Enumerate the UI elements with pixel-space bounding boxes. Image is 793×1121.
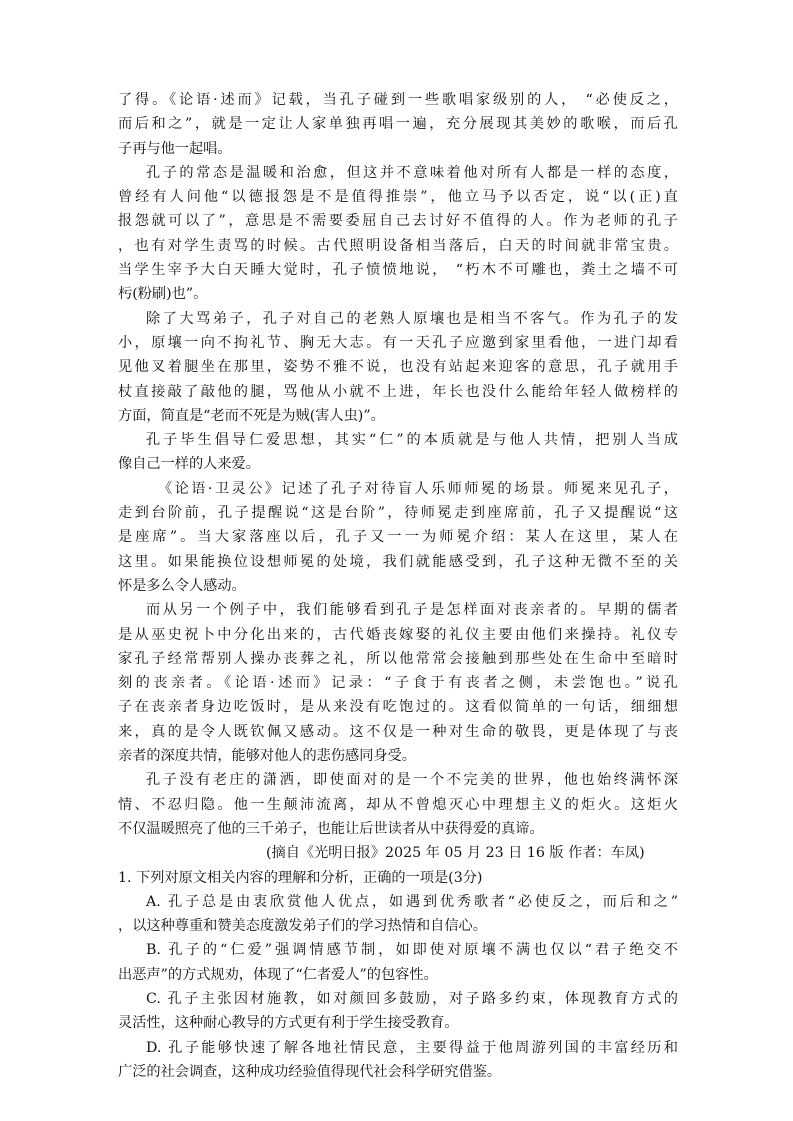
option-d-line: D. 孔子能够快速了解各地社情民意，主要得益于他周游列国的丰富经历和 [146,1039,678,1056]
question-stem: 1. 下列对原文相关内容的理解和分析，正确的一项是(3分) [118,869,483,886]
text-line: 杇(粉刷)也”。 [118,286,208,303]
option-b-line: B. 孔子的“仁爱”强调情感节制，如即使对原壤不满也仅以“君子绝交不 [146,942,678,959]
text-line: 情、不忍归隐。他一生颠沛流离，却从不曾熄灭心中理想主义的炬火。这炬火 [118,796,678,813]
source-citation: (摘自《光明日报》2025 年 05 月 23 日 16 版 作者：车凤) [266,845,645,862]
text-line: 是座席”。当大家落座以后，孔子又一一为师冕介绍：某人在这里，某人在 [118,529,678,546]
document-body [118,88,678,1084]
text-line: 曾经有人问他“以德报怨是不是值得推崇”，他立马予以否定，说“以(正)直 [118,189,678,206]
option-c-line: 灵活性，这种耐心教导的方式更有利于学生接受教育。 [118,1015,459,1032]
text-line: 是从巫史祝卜中分化出来的，古代婚丧嫁娶的礼仪主要由他们来操持。礼仪专 [118,626,678,643]
text-line: 子在丧亲者身边吃饭时，是从来没有吃饱过的。这看似简单的一句话，细细想 [118,699,678,716]
option-d-line: 广泛的社会调查，这种成功经验值得现代社会科学研究借鉴。 [118,1063,502,1080]
text-line: 家孔子经常帮别人操办丧葬之礼，所以他常常会接触到那些处在生命中至暗时 [118,650,678,667]
text-line: 而从另一个例子中，我们能够看到孔子是怎样面对丧亲者的。早期的儒者 [146,602,678,619]
text-line: 而后和之”，就是一定让人家单独再唱一遍，充分展现其美妙的歌喉，而后孔 [118,116,678,133]
text-line: 孔子毕生倡导仁爱思想，其实“仁”的本质就是与他人共情，把别人当成 [146,432,678,449]
text-line: 孔子没有老庄的潇洒，即使面对的是一个不完美的世界，他也始终满怀深 [146,772,678,789]
text-line: 小，原壤一向不拘礼节、胸无大志。有一天孔子应邀到家里看他，一进门却看 [118,334,678,351]
text-line: 见他叉着腿坐在那里，姿势不雅不说，也没有站起来迎客的意思，孔子就用手 [118,359,678,376]
text-line: 亲者的深度共情，能够对他人的悲伤感同身受。 [118,748,416,765]
option-a-line: ，以这种尊重和赞美态度激发弟子们的学习热情和自信心。 [118,918,487,935]
text-line: 刻的丧亲者。《论语·述而》记录：“子食于有丧者之侧，未尝饱也。”说孔 [118,675,678,692]
text-line: 当学生宰予大白天睡大觉时，孔子愤愤地说， “朽木不可雕也，粪土之墙不可 [118,262,678,279]
option-c-line: C. 孔子主张因材施教，如对颜回多鼓励，对子路多约束，体现教育方式的 [146,990,678,1007]
text-line: 来，真的是令人既钦佩又感动。这不仅是一种对生命的敬畏，更是体现了与丧 [118,723,678,740]
text-line: 杖直接敲了敲他的腿，骂他从小就不上进，年长也没什么能给年轻人做榜样的 [118,383,678,400]
text-line: 方面，简直是“老而不死是为贼(害人虫)”。 [118,407,385,424]
text-line: 孔子的常态是温暖和治愈，但这并不意味着他对所有人都是一样的态度， [146,164,678,181]
text-line: 像自己一样的人来爱。 [118,456,260,473]
text-line: 怀是多么令人感动。 [118,577,246,594]
text-line: 子再与他一起唱。 [118,140,232,157]
text-line: ，也有对学生责骂的时候。古代照明设备相当落后，白天的时间就非常宝贵。 [118,237,678,254]
option-a-line: A. 孔子总是由衷欣赏他人优点，如遇到优秀歌者“必使反之，而后和之” [146,893,678,910]
text-line: 走到台阶前，孔子提醒说“这是台阶”，待师冕走到座席前，孔子又提醒说“这 [118,505,678,522]
text-line: 报怨就可以了”，意思是不需要委屈自己去讨好不值得的人。作为老师的孔子 [118,213,678,230]
text-line: 除了大骂弟子，孔子对自己的老熟人原壤也是相当不客气。作为孔子的发 [146,310,678,327]
text-line: 《论语·卫灵公》记述了孔子对待盲人乐师师冕的场景。师冕来见孔子， [158,480,678,497]
text-line: 不仅温暖照亮了他的三千弟子，也能让后世读者从中获得爱的真谛。 [118,820,544,837]
text-line: 了得。《论语·述而》记载，当孔子碰到一些歌唱家级别的人， “必使反之， [118,92,678,108]
text-line: 这里。如果能换位设想师冕的处境，我们就能感受到，孔子这种无微不至的关 [118,553,678,570]
option-b-line: 出恶声”的方式规劝，体现了“仁者爱人”的包容性。 [118,966,438,983]
